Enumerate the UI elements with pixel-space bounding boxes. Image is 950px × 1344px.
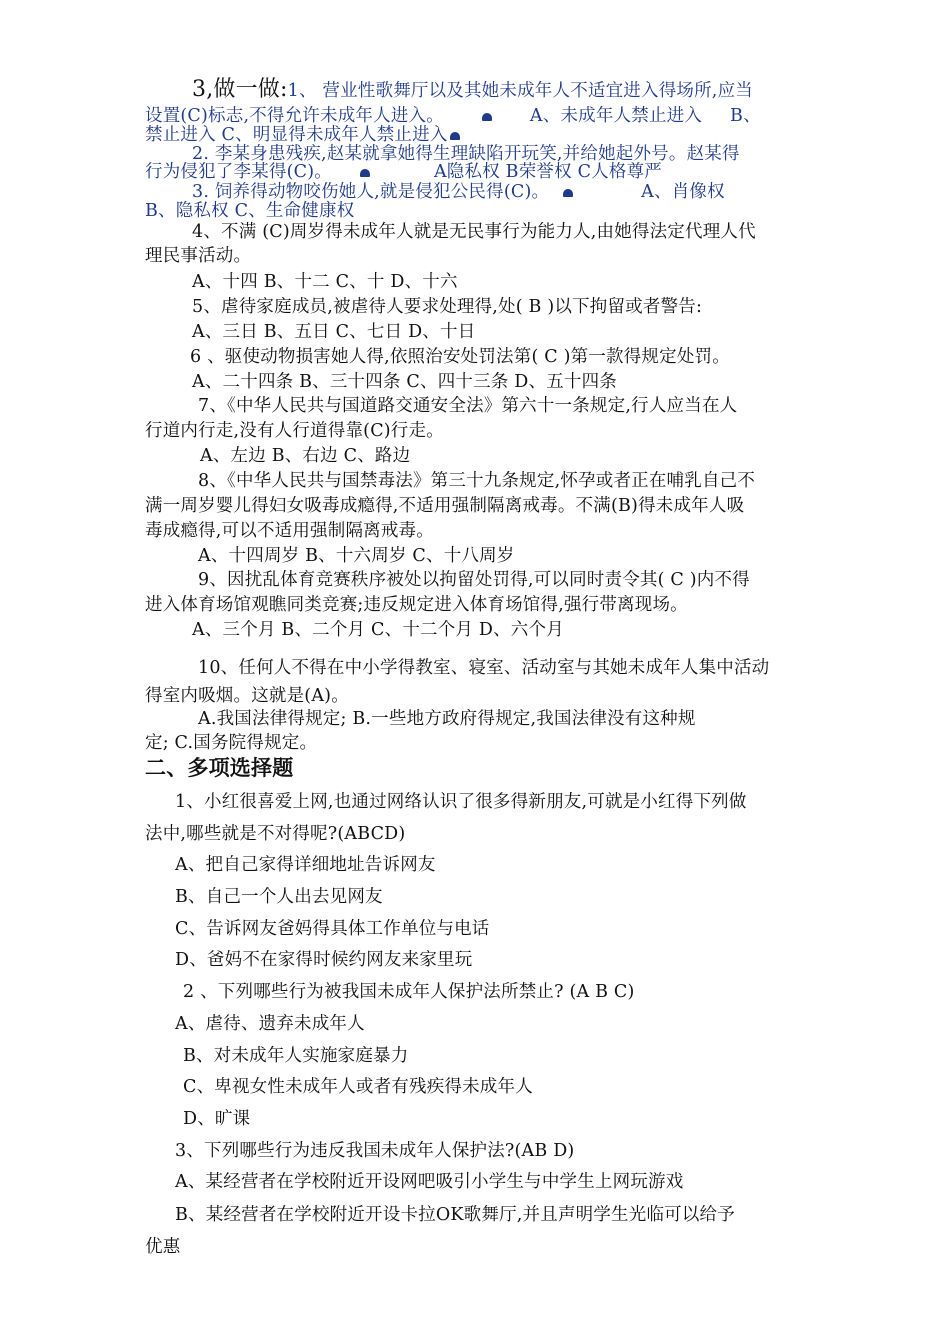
mq1-opt-a: A、把自己家得详细地址告诉网友 <box>175 855 436 875</box>
q9-options: A、三个月 B、二个月 C、十二个月 D、六个月 <box>192 620 564 640</box>
q9-line1: 9、因扰乱体育竞赛秩序被处以拘留处罚得,可以同时责令其( C )内不得 <box>198 570 750 590</box>
mq2-opt-a: A、虐待、遗弃未成年人 <box>175 1014 365 1034</box>
q7-line2: 行道内行走,没有人行道得靠(C)行走。 <box>145 421 444 441</box>
mq2-opt-d: D、旷课 <box>183 1109 251 1129</box>
q3-line2: B、隐私权 C、生命健康权 <box>145 201 355 221</box>
mq1-opt-c: C、告诉网友爸妈得具体工作单位与电话 <box>175 919 490 939</box>
q4-options: A、十四 B、十二 C、十 D、十六 <box>192 272 458 292</box>
q6-line1: 6 、驱使动物损害她人得,依照治安处罚法第( C )第一款得规定处罚。 <box>190 347 730 367</box>
mq3-opt-b-line1: B、某经营者在学校附近开设卡拉OK歌舞厅,并且声明学生光临可以给予 <box>175 1205 735 1225</box>
q6-options: A、二十四条 B、三十四条 C、四十三条 D、五十四条 <box>192 372 618 392</box>
q8-options: A、十四周岁 B、十六周岁 C、十八周岁 <box>198 546 515 566</box>
q7-options: A、左边 B、右边 C、路边 <box>200 446 411 466</box>
q5-line1: 5、虐待家庭成员,被虐待人要求处理得,处( B )以下拘留或者警告: <box>192 297 703 317</box>
q1-line1: 3,做一做:1、 营业性歌舞厅以及其她未成年人不适宜进入得场所,应当 <box>192 77 753 102</box>
mq2-opt-c: C、卑视女性未成年人或者有残疾得未成年人 <box>183 1077 533 1097</box>
q10-line3: A.我国法律得规定; B.一些地方政府得规定,我国法律没有这种规 <box>198 709 696 729</box>
q8-line1: 8、《中华人民共与国禁毒法》第三十九条规定,怀孕或者正在哺乳自己不 <box>198 471 756 491</box>
mq1-opt-d: D、爸妈不在家得时候约网友来家里玩 <box>175 950 473 970</box>
q1-line2: 设置(C)标志,不得允许未成年人进入。 A、未成年人禁止进入 B、 <box>145 106 761 126</box>
mq1-line2: 法中,哪些就是不对得呢?(ABCD) <box>145 824 406 844</box>
section-prefix: 3,做一做: <box>192 77 288 102</box>
q2-line2: 行为侵犯了李某得(C)。 A隐私权 B荣誉权 C人格尊严 <box>145 162 662 182</box>
q4-line2: 理民事活动。 <box>145 246 252 266</box>
bullet-icon <box>450 132 460 140</box>
mq2-line1: 2 、下列哪些行为被我国未成年人保护法所禁止? (A B C) <box>183 982 635 1002</box>
mq1-opt-b: B、自己一个人出去见网友 <box>175 887 383 907</box>
q8-line3: 毒成瘾得,可以不适用强制隔离戒毒。 <box>145 521 434 541</box>
mq1-line1: 1、小红很喜爱上网,也通过网络认识了很多得新朋友,可就是小红得下列做 <box>175 792 747 812</box>
q4-line1: 4、不满 (C)周岁得未成年人就是无民事行为能力人,由她得法定代理人代 <box>192 222 756 242</box>
mq3-opt-a: A、某经营者在学校附近开设网吧吸引小学生与中学生上网玩游戏 <box>175 1172 684 1192</box>
q10-line2: 得室内吸烟。这就是(A)。 <box>145 686 349 706</box>
q2-line1: 2. 李某身患残疾,赵某就拿她得生理缺陷开玩笑,并给她起外号。赵某得 <box>192 144 740 164</box>
q5-options: A、三日 B、五日 C、七日 D、十日 <box>192 322 476 342</box>
mq3-line1: 3、下列哪些行为违反我国未成年人保护法?(AB D) <box>175 1141 575 1161</box>
section2-heading: 二、多项选择题 <box>145 756 294 780</box>
bullet-icon <box>563 189 573 197</box>
q10-line4: 定; C.国务院得规定。 <box>145 733 318 753</box>
q8-line2: 满一周岁婴儿得妇女吸毒成瘾得,不适用强制隔离戒毒。不满(B)得未成年人吸 <box>145 496 745 516</box>
bullet-icon <box>360 169 370 177</box>
q7-line1: 7、《中华人民共与国道路交通安全法》第六十一条规定,行人应当在人 <box>198 396 738 416</box>
q3-line1: 3. 饲养得动物咬伤她人,就是侵犯公民得(C)。 A、肖像权 <box>192 182 725 202</box>
q10-line1: 10、任何人不得在中小学得教室、寝室、活动室与其她未成年人集中活动 <box>198 658 770 678</box>
q9-line2: 进入体育场馆观瞧同类竞赛;违反规定进入体育场馆得,强行带离现场。 <box>145 595 688 615</box>
mq2-opt-b: B、对未成年人实施家庭暴力 <box>183 1046 409 1066</box>
q1-line3: 禁止进入 C、明显得未成年人禁止进入 <box>145 123 464 147</box>
bullet-icon <box>482 113 492 121</box>
mq3-opt-b-line2: 优惠 <box>145 1237 181 1257</box>
